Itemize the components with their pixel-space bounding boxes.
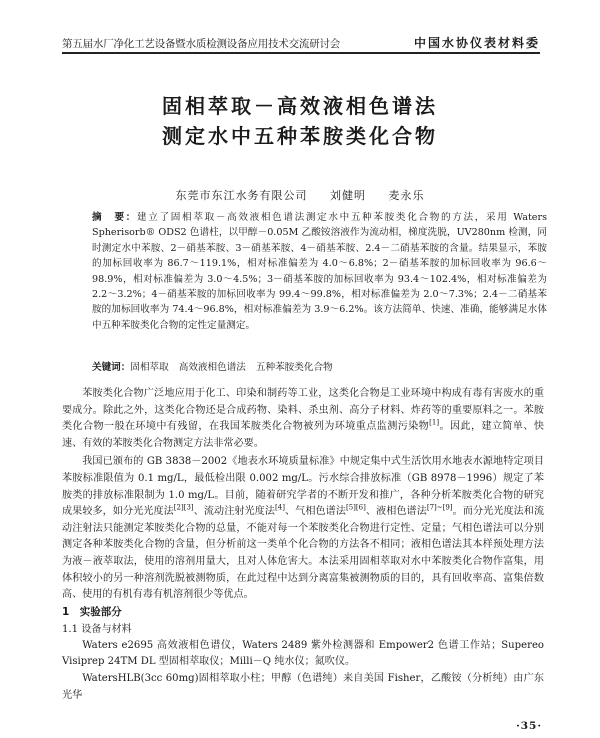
citation: [4] (275, 503, 285, 512)
keyword: 五种苯胺类化合物 (255, 362, 333, 373)
keyword: 高效液相色谱法 (178, 362, 246, 373)
affiliation: 东莞市东江水务有限公司 (175, 189, 308, 202)
citation: [2][3] (173, 503, 194, 512)
body-paragraph: WatersHLB(3cc 60mg)固相萃取小柱；甲醇（色谱纯）来自美国 Fisher，乙酸铵（分析纯）由广东光华 (62, 672, 544, 701)
citation: [1] (429, 418, 440, 427)
citation: [5][6] (345, 503, 366, 512)
page-number: ·35· (516, 720, 542, 732)
author-name: 麦永乐 (388, 189, 425, 202)
keyword: 固相萃取 (130, 362, 169, 373)
abstract-label: 摘 要： (92, 212, 138, 223)
running-header (62, 34, 540, 54)
author-line (0, 187, 600, 203)
body-paragraph: Waters e2695 高效液相色谱仪，Waters 2489 紫外检测器和 Empower2 色谱工作站；Supereo Visiprep 24TM DL 型固相萃取仪；Milli－Q 纯水仪；氮吹仪。 (62, 639, 544, 668)
body-paragraph: 我国已颁布的 GB 3838－2002《地表水环境质量标准》中规定集中式生活饮用水地表水源地特定项目苯胺标准限值为 0.1 mg/L，最低检出限 0.002 mg/L。污水综合排放标准（GB 8978－1996）规定了苯胺类的排放标准限制为 1.0 mg/L。目前，随着研究学者的不断开发和推广，各种分析苯胺类化合物的研究成果较多，如分光光度法[2][3]、流动注射光度法[4]、气相色谱法[5][6]、液相色谱法[7]~[9]。而分光光度法和流动注射法只能测定苯胺类化合物的总量，不能对每一个苯胺类化合物进行定性、定量；气相色谱法可以分别测定各种苯胺类化合物的含量，但分析前这一类单个化合物的方法各不相同；液相色谱法其本样预处理方法为液－液萃取法，使用的溶剂用量大，且对人体危害大。本法采用固相萃取对水中苯胺类化合物作富集，用体积较小的另一种溶剂洗脱被测物质，在此过程中达到分离富集被测物质的目的，具有回收率高、富集倍数高、使用的有机有毒有机溶剂很少等优点。 (62, 456, 545, 601)
paper-title-line-2: 测定水中五种苯胺类化合物 (162, 124, 438, 148)
paper-title-line-1: 固相萃取－高效液相色谱法 (162, 94, 438, 118)
subsection-heading: 1.1 设备与材料 (62, 623, 132, 635)
keywords (92, 360, 547, 375)
association-name: 中国水协仪表材料委 (413, 36, 540, 50)
keywords-label: 关键词： (92, 362, 131, 373)
abstract-text: 建立了固相萃取－高效液相色谱法测定水中五种苯胺类化合物的方法，采用 Waters Spherisorb® ODS2 色谱柱，以甲醇－0.05M 乙酸铵溶液作为流动相，梯度洗脱，UV280nm 检测，同时测定水中苯胺、2－硝基苯胺、3－硝基苯胺、4－硝基苯胺、2.4－二硝基苯胺的含量。结果显示，苯胺的加标回收率为 86.7～119.1%，相对标准偏差为 4.0～6.8%；2－硝基苯胺的加标回收率为 96.6～98.9%，相对标准偏差为 3.0～4.5%；3－硝基苯胺的加标回收率为 93.4～102.4%，相对标准偏差为 2.2～3.2%；4－硝基苯胺的加标回收率为 99.4～99.8%，相对标准偏差为 2.0～7.3%；2.4－二硝基苯胺的加标回收率为 74.4～96.8%，相对标准偏差为 3.9～6.2%。该方法简单、快速、准确，能够满足水体中五种苯胺类化合物的定性定量测定。 (92, 212, 547, 331)
citation: [7]~[9] (426, 503, 453, 512)
author-name: 刘健明 (330, 189, 366, 202)
abstract (92, 210, 547, 333)
conference-name: 第五届水厂净化工艺设备暨水质检测设备应用技术交流研讨会 (62, 38, 341, 50)
body-text (62, 386, 544, 704)
section-heading: 1 实验部分 (62, 605, 122, 618)
body-paragraph: 苯胺类化合物广泛地应用于化工、印染和制药等工业，这类化合物是工业环境中构成有毒有害废水的重要成分。除此之外，这类化合物还是合成药物、染料、杀虫剂、高分子材料、炸药等的重要原料之一。苯胺类化合物一般在环境中有残留，在我国苯胺类化合物被列为环境重点监测污染物[1]。因此，建立简单、快速、有效的苯胺类化合物测定方法非常必要。 (62, 388, 544, 449)
